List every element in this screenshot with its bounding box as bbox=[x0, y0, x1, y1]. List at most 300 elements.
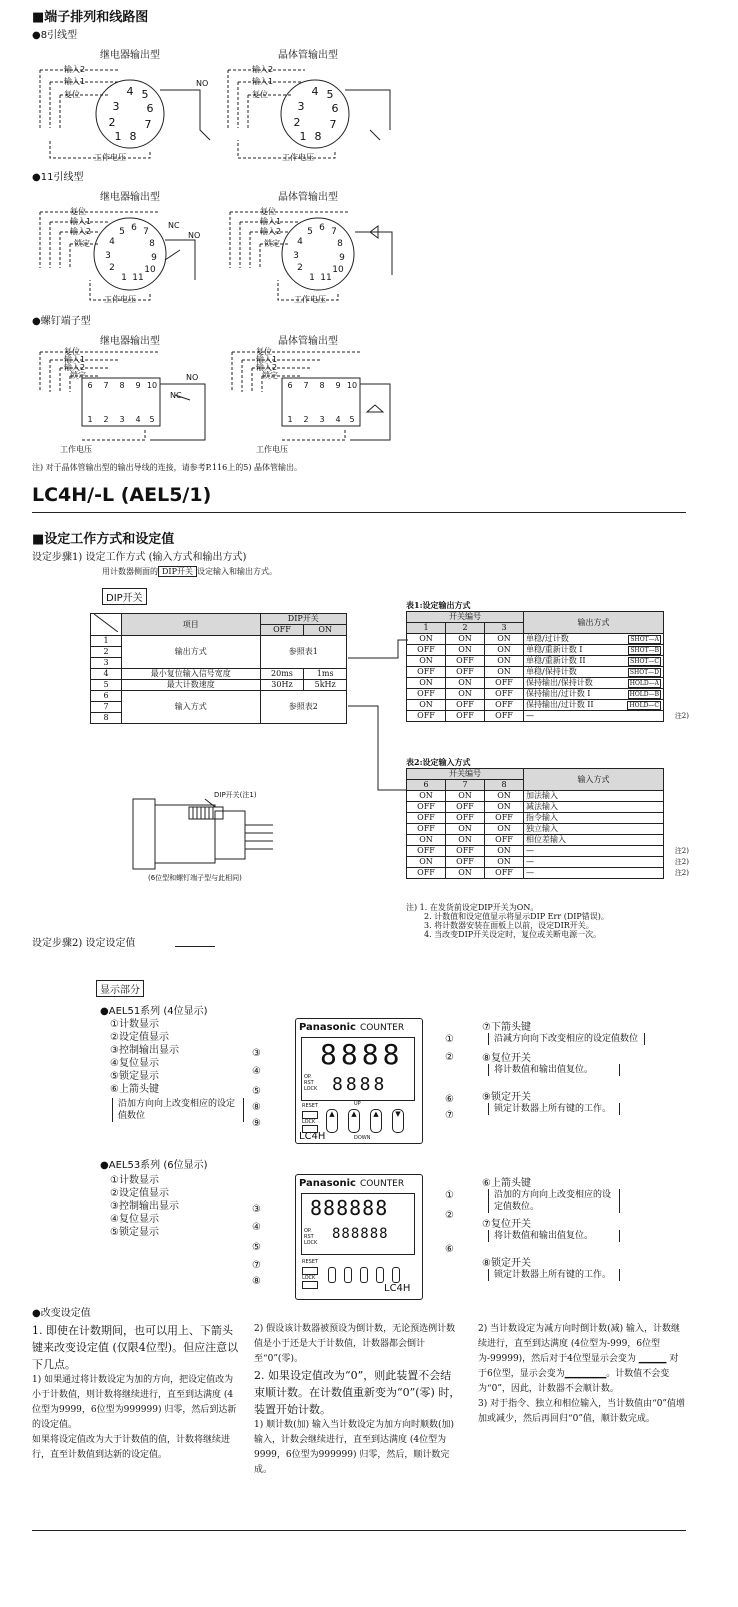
note-line: 3. 将计数器安装在面板上以前，设定DIR开关。 bbox=[424, 921, 594, 930]
pin-label: 5 bbox=[119, 227, 125, 237]
t1-col: 2 bbox=[446, 623, 485, 634]
mode-tag: HOLD—C bbox=[629, 702, 659, 709]
wire-label: 输入1 bbox=[260, 217, 282, 226]
wire-label: 复位 bbox=[64, 90, 80, 99]
callout: ⑦ bbox=[252, 1260, 261, 1271]
table-cell: OFF bbox=[446, 667, 485, 678]
callout: ④ bbox=[252, 1066, 261, 1077]
table-row bbox=[407, 656, 664, 667]
table-row bbox=[407, 791, 664, 802]
pin-label: 2 bbox=[293, 116, 301, 129]
mode-cell bbox=[524, 667, 664, 678]
right-title: ⑧复位开关 bbox=[482, 1053, 531, 1064]
table-cell: ON bbox=[407, 678, 446, 689]
ind-op: OP. bbox=[304, 1228, 312, 1234]
mode-cell bbox=[524, 700, 664, 711]
pin-label: 6 bbox=[146, 102, 154, 115]
ael53-item: ⑤锁定显示 bbox=[110, 1227, 159, 1238]
change-title: ●改变设定值 bbox=[32, 1308, 91, 1319]
mode-text: 保持输出/保持计数 bbox=[526, 678, 593, 687]
terminal-label: 8 bbox=[119, 381, 125, 390]
callout: ⑧ bbox=[252, 1102, 261, 1113]
dip-item: 输入方式 bbox=[122, 691, 261, 724]
label-relay-screw: 继电器输出型 bbox=[100, 336, 160, 347]
wire-label: 输入1 bbox=[70, 217, 92, 226]
pin-label: 2 bbox=[297, 263, 303, 273]
ael53-list bbox=[110, 1174, 179, 1239]
pin-label: 8 bbox=[129, 130, 137, 143]
reset-button[interactable] bbox=[302, 1111, 318, 1119]
ind-rst: RST bbox=[304, 1234, 314, 1240]
right-desc: 将计数值和输出值复位。 bbox=[488, 1230, 620, 1242]
up-arrow-button[interactable] bbox=[376, 1267, 384, 1283]
up-arrow-button[interactable] bbox=[392, 1267, 400, 1283]
table-cell: OFF bbox=[446, 656, 485, 667]
terminal-label: 9 bbox=[135, 381, 141, 390]
table-cell: ON bbox=[446, 824, 485, 835]
wire-label: 输入1 bbox=[256, 355, 278, 364]
counter-side-view bbox=[125, 785, 295, 885]
indicators bbox=[304, 1228, 317, 1246]
table1-title: 表1:设定输出方式 bbox=[406, 600, 471, 610]
pin-label: 7 bbox=[144, 118, 152, 131]
count-display: 8888 bbox=[320, 1038, 404, 1071]
pin-label: 5 bbox=[326, 88, 334, 101]
pin-label: 1 bbox=[114, 130, 122, 143]
wire-label: NC bbox=[168, 221, 180, 230]
right-title: ⑧锁定开关 bbox=[482, 1258, 531, 1269]
pin-label: 10 bbox=[332, 265, 344, 275]
lock-button[interactable] bbox=[302, 1281, 318, 1289]
mode-tag: SHOT—D bbox=[629, 669, 659, 676]
t2-col: 6 bbox=[407, 780, 446, 791]
lcd-panel bbox=[301, 1193, 415, 1255]
table-cell: OFF bbox=[446, 857, 485, 868]
table-cell: ON bbox=[407, 634, 446, 645]
pin-label: 3 bbox=[297, 100, 305, 113]
col2-p3: 1) 顺计数(加) 输入当计数设定为加方向时顺数(加) 输入，计数会继续进行，直至到达满度 (4位型为9999，6位型为999999) 归零，然后，顺计数完成。 bbox=[254, 1420, 455, 1475]
t2-h-mode: 输入方式 bbox=[524, 769, 664, 791]
table-cell: OFF bbox=[407, 824, 446, 835]
wire-label: NO bbox=[188, 231, 201, 240]
wire-label: 输入1 bbox=[252, 77, 274, 86]
table-cell: OFF bbox=[485, 835, 524, 846]
mode-cell bbox=[524, 656, 664, 667]
wire-label: 输入2 bbox=[252, 65, 274, 74]
bottom-rule bbox=[32, 1530, 686, 1531]
row-note: 注2) bbox=[674, 869, 689, 877]
mode-tag: HOLD—B bbox=[629, 691, 659, 698]
dip-h-dip: DIP开关 bbox=[260, 614, 346, 625]
pin-label: 4 bbox=[311, 85, 319, 98]
callout: ② bbox=[445, 1210, 454, 1221]
t1-h-mode: 输出方式 bbox=[524, 612, 664, 634]
model-label: LC4H bbox=[384, 1283, 411, 1294]
pin-label: 9 bbox=[151, 253, 157, 263]
wire-label: 工作电压 bbox=[104, 295, 136, 304]
mode-cell bbox=[524, 802, 664, 813]
ael51-item: ①计数显示 bbox=[110, 1019, 159, 1030]
table-cell: OFF bbox=[485, 689, 524, 700]
pin-label: 7 bbox=[329, 118, 337, 131]
ael51-item: ⑥上箭头键 bbox=[110, 1084, 159, 1095]
pin-label: 9 bbox=[339, 253, 345, 263]
dip-no: 7 bbox=[91, 702, 122, 713]
terminal-label: 9 bbox=[335, 381, 341, 390]
pin-label: 2 bbox=[108, 116, 116, 129]
mode-text: 相位差输入 bbox=[526, 835, 566, 844]
table-cell: ON bbox=[407, 700, 446, 711]
pin-label: 2 bbox=[109, 263, 115, 273]
terminal-label: 5 bbox=[349, 415, 355, 424]
table-cell: OFF bbox=[407, 802, 446, 813]
lock-label: LOCK bbox=[302, 1119, 316, 1125]
dip-no: 1 bbox=[91, 636, 122, 647]
mode-text: — bbox=[526, 868, 534, 877]
mode-text: 单稳/重新计数 I bbox=[526, 645, 583, 654]
wire-label: 锁定 bbox=[74, 239, 90, 248]
change-col1 bbox=[32, 1322, 242, 1463]
mode-text: 减法输入 bbox=[526, 802, 558, 811]
pin-label: 5 bbox=[141, 88, 149, 101]
wire-label: 工作电压 bbox=[94, 153, 126, 162]
pin-label: 3 bbox=[105, 251, 111, 261]
table-row bbox=[407, 802, 664, 813]
table-row bbox=[407, 824, 664, 835]
table-row bbox=[407, 711, 664, 722]
table-cell: OFF bbox=[446, 813, 485, 824]
mode-cell bbox=[524, 868, 689, 879]
mode-text: 独立输入 bbox=[526, 824, 558, 833]
table-connectors bbox=[340, 600, 410, 810]
mode-text: — bbox=[526, 711, 534, 720]
terminal-label: 1 bbox=[287, 415, 293, 424]
ind-lock: LOCK bbox=[304, 1086, 318, 1092]
table-cell: ON bbox=[407, 791, 446, 802]
ind-lock: LOCK bbox=[304, 1240, 318, 1246]
mode-text: 指令输入 bbox=[526, 813, 558, 822]
terminal-label: 6 bbox=[87, 381, 93, 390]
table-cell: ON bbox=[446, 868, 485, 879]
table-cell: ON bbox=[407, 656, 446, 667]
label-relay-11: 继电器输出型 bbox=[100, 192, 160, 203]
wiring-diagrams bbox=[0, 0, 738, 470]
mode-tag: SHOT—A bbox=[630, 636, 659, 643]
pin-label: 1 bbox=[121, 273, 127, 283]
pin-label: 10 bbox=[144, 265, 156, 275]
table-cell: OFF bbox=[446, 846, 485, 857]
terminal-label: 4 bbox=[135, 415, 141, 424]
table-cell: ON bbox=[485, 791, 524, 802]
mode-cell bbox=[524, 813, 664, 824]
wire-label: 复位 bbox=[64, 347, 80, 356]
ind-rst: RST bbox=[304, 1080, 314, 1086]
pin-label: 8 bbox=[149, 239, 155, 249]
table-cell: ON bbox=[485, 634, 524, 645]
wire-label: 复位 bbox=[260, 207, 276, 216]
step1-desc-box: DIP开关 bbox=[158, 566, 197, 577]
right-desc: 锁定计数器上所有键的工作。 bbox=[488, 1269, 620, 1281]
pin-label: 8 bbox=[337, 239, 343, 249]
mode-cell bbox=[524, 689, 664, 700]
up-arrow-button[interactable]: ▲ bbox=[326, 1109, 338, 1133]
table-cell: ON bbox=[485, 667, 524, 678]
t1-h-sw: 开关编号 bbox=[407, 612, 524, 623]
mode-tag: SHOT—B bbox=[630, 647, 659, 654]
dip-off: 参照表1 bbox=[260, 636, 346, 669]
up-arrow-button[interactable] bbox=[344, 1267, 352, 1283]
col3-p2: 3) 对于指令、独立和相位输入，当计数值由“0”值增加或减少，然后再回归“0”值，顺计数完成。 bbox=[478, 1399, 686, 1424]
mode-cell bbox=[524, 824, 664, 835]
mode-cell bbox=[524, 711, 689, 722]
ael53-right-desc bbox=[482, 1174, 672, 1281]
t2-h-sw: 开关编号 bbox=[407, 769, 524, 780]
label-relay-8: 继电器输出型 bbox=[100, 50, 160, 61]
col1-p2: 1) 如果通过将计数设定为加的方向，把设定值改为小于计数值，则计数将继续进行，直至到达满度 (4位型为9999，6位型为999999) 归零，然后到达新的设定值。 bbox=[32, 1375, 237, 1430]
ael51-right-desc bbox=[482, 1018, 672, 1115]
callout: ② bbox=[445, 1052, 454, 1063]
pin-label: 7 bbox=[331, 227, 337, 237]
table-cell: OFF bbox=[485, 711, 524, 722]
ael53-item: ①计数显示 bbox=[110, 1175, 159, 1186]
pin-label: 11 bbox=[132, 273, 144, 283]
down-label: DOWN bbox=[354, 1135, 371, 1141]
terminal-label: 5 bbox=[149, 415, 155, 424]
section-title-terminal: ■端子排列和线路图 bbox=[32, 10, 149, 25]
pin-label: 4 bbox=[297, 237, 303, 247]
callout: ③ bbox=[252, 1204, 261, 1215]
note-line: 注) 1. 在发货前设定DIP开关为ON。 bbox=[406, 903, 539, 912]
reset-button[interactable] bbox=[302, 1267, 318, 1275]
change-col2 bbox=[254, 1322, 462, 1478]
table-row bbox=[407, 813, 664, 824]
terminal-label: 6 bbox=[287, 381, 293, 390]
pin-label: 3 bbox=[112, 100, 120, 113]
wire-label: 复位 bbox=[252, 90, 268, 99]
mode-cell bbox=[524, 791, 664, 802]
pin-label: 1 bbox=[309, 273, 315, 283]
dip-off: 30Hz bbox=[260, 680, 304, 691]
pin-label: 3 bbox=[293, 251, 299, 261]
table-cell: OFF bbox=[407, 645, 446, 656]
wire-label: 复位 bbox=[256, 347, 272, 356]
right-title: ⑨锁定开关 bbox=[482, 1092, 531, 1103]
dip-no: 2 bbox=[91, 647, 122, 658]
table-cell: OFF bbox=[407, 846, 446, 857]
table-cell: OFF bbox=[446, 802, 485, 813]
mode-cell bbox=[524, 846, 689, 857]
table-cell: OFF bbox=[407, 667, 446, 678]
pin-label: 6 bbox=[131, 223, 137, 233]
callout: ⑥ bbox=[445, 1094, 454, 1105]
ael51-item: ③控制输出显示 bbox=[110, 1045, 179, 1056]
mode-tag: SHOT—C bbox=[630, 658, 659, 665]
mode-cell bbox=[524, 857, 689, 868]
callout: ⑥ bbox=[445, 1244, 454, 1255]
terminal-label: 7 bbox=[303, 381, 309, 390]
up-arrow-button[interactable]: ▲ bbox=[348, 1109, 360, 1133]
callout: ⑦ bbox=[445, 1110, 454, 1121]
input-table bbox=[406, 768, 689, 879]
dip-on: 1ms bbox=[304, 669, 347, 680]
table-cell: ON bbox=[446, 634, 485, 645]
brand: Panasonic bbox=[299, 1178, 356, 1189]
pin-label: 8 bbox=[314, 130, 322, 143]
display-title: 显示部分 bbox=[96, 980, 144, 997]
side-caption: (6位型和螺钉端子型与此相同) bbox=[148, 874, 242, 882]
ael53-item: ③控制输出显示 bbox=[110, 1201, 179, 1212]
callout: ⑤ bbox=[252, 1242, 261, 1253]
col1-p3: 如果将设定值改为大于计数值的值，计数将继续进行，直至计数值到达新的设定值。 bbox=[32, 1435, 231, 1460]
wire-label: NO bbox=[186, 373, 199, 382]
table-cell: ON bbox=[446, 791, 485, 802]
t2-col: 7 bbox=[446, 780, 485, 791]
right-title: ⑦复位开关 bbox=[482, 1219, 531, 1230]
ael51-item6-desc: 沿加方向向上改变相应的设定值数位 bbox=[112, 1098, 244, 1122]
pin-label: 5 bbox=[307, 227, 313, 237]
dip-no: 8 bbox=[91, 713, 122, 724]
ael51-item: ④复位显示 bbox=[110, 1058, 159, 1069]
ind-op: OP. bbox=[304, 1074, 312, 1080]
wire-label: 输入2 bbox=[64, 65, 86, 74]
divider bbox=[32, 512, 686, 513]
wire-label: 锁定 bbox=[262, 371, 278, 380]
pin-label: 11 bbox=[320, 273, 332, 283]
table-cell: ON bbox=[485, 857, 524, 868]
up-arrow-button[interactable]: ▲ bbox=[370, 1109, 382, 1133]
table-cell: ON bbox=[407, 835, 446, 846]
ael51-item: ②设定值显示 bbox=[110, 1032, 169, 1043]
pin-label: 4 bbox=[109, 237, 115, 247]
terminal-label: 10 bbox=[346, 381, 358, 390]
note-line: 2. 计数值和设定值显示将显示DIP Err (DIP错误)。 bbox=[424, 912, 609, 921]
right-title: ⑥上箭头键 bbox=[482, 1178, 531, 1189]
mode-cell bbox=[524, 835, 664, 846]
mode-text: — bbox=[526, 846, 534, 855]
wire-label: NC bbox=[170, 391, 182, 400]
output-table bbox=[406, 611, 689, 722]
table-row bbox=[407, 678, 664, 689]
brand: Panasonic bbox=[299, 1022, 356, 1033]
ael53-item: ④复位显示 bbox=[110, 1214, 159, 1225]
pin-label: 7 bbox=[143, 227, 149, 237]
note-line: 4. 当改变DIP开关设定时，复位或关断电源一次。 bbox=[424, 930, 602, 939]
count-display: 888888 bbox=[310, 1196, 389, 1220]
table-cell: OFF bbox=[485, 678, 524, 689]
table-row bbox=[407, 868, 664, 879]
wire-label: 输入2 bbox=[70, 227, 92, 236]
table-row bbox=[407, 689, 664, 700]
up-arrow-button[interactable] bbox=[328, 1267, 336, 1283]
right-desc: 将计数值和输出值复位。 bbox=[488, 1064, 620, 1076]
terminal-label: 3 bbox=[319, 415, 325, 424]
mode-text: 加法输入 bbox=[526, 791, 558, 800]
down-arrow-button[interactable]: ▼ bbox=[392, 1109, 404, 1133]
ael53-item: ②设定值显示 bbox=[110, 1188, 169, 1199]
table-cell: ON bbox=[446, 645, 485, 656]
pin-label: 4 bbox=[126, 85, 134, 98]
wire-label: 输入2 bbox=[260, 227, 282, 236]
wire-label: 输入2 bbox=[256, 363, 278, 372]
mode-text: 保持输出/过计数 II bbox=[526, 700, 594, 709]
table-row bbox=[407, 667, 664, 678]
t2-col: 8 bbox=[485, 780, 524, 791]
wire-label: 输入1 bbox=[64, 77, 86, 86]
terminal-label: 1 bbox=[87, 415, 93, 424]
pin-label: 6 bbox=[331, 102, 339, 115]
table-cell: ON bbox=[407, 857, 446, 868]
up-label: UP bbox=[354, 1101, 361, 1107]
ael51-item: ⑤锁定显示 bbox=[110, 1071, 159, 1082]
right-desc: 锁定计数器上所有键的工作。 bbox=[488, 1103, 620, 1115]
note-transistor: 注) 对于晶体管输出型的输出导线的连接，请参考P.116上的5) 晶体管输出。 bbox=[32, 463, 302, 472]
wire-label: 锁定 bbox=[264, 239, 280, 248]
right-desc: 沿加的方向向上改变相应的设定值数位。 bbox=[488, 1189, 620, 1213]
wire-label: 工作电压 bbox=[256, 445, 288, 454]
label-transistor-8: 晶体管输出型 bbox=[278, 50, 338, 61]
wire-label: 工作电压 bbox=[60, 445, 92, 454]
mode-text: 保持输出/过计数 I bbox=[526, 689, 591, 698]
callout: ③ bbox=[252, 1048, 261, 1059]
indicators bbox=[304, 1074, 317, 1092]
right-title: ⑦下箭头键 bbox=[482, 1022, 531, 1033]
dip-on: 5kHz bbox=[304, 680, 347, 691]
step2-line bbox=[175, 946, 215, 947]
step1-label: 设定步骤1) 设定工作方式 (输入方式和输出方式) bbox=[32, 552, 247, 563]
setting-display: 8888 bbox=[332, 1074, 388, 1095]
callout: ① bbox=[445, 1190, 454, 1201]
col1-p1: 1. 即使在计数期间，也可以用上、下箭头键来改变设定值 (仅限4位型)。但应注意以下几点。 bbox=[32, 1324, 239, 1371]
table-row bbox=[407, 634, 664, 645]
table-row bbox=[407, 645, 664, 656]
row-note: 注2) bbox=[674, 712, 689, 720]
step1-desc bbox=[102, 566, 277, 577]
dip-no: 3 bbox=[91, 658, 122, 669]
terminal-label: 2 bbox=[303, 415, 309, 424]
dip-off: 20ms bbox=[260, 669, 304, 680]
pin-label: 1 bbox=[299, 130, 307, 143]
reset-label: RESET bbox=[302, 1103, 319, 1109]
table-cell: ON bbox=[485, 656, 524, 667]
counter-label: COUNTER bbox=[360, 1023, 405, 1033]
dip-h-item: 项目 bbox=[122, 614, 261, 636]
mode-cell bbox=[524, 634, 664, 645]
pin-label: 6 bbox=[319, 223, 325, 233]
table-cell: ON bbox=[485, 846, 524, 857]
table-cell: ON bbox=[446, 678, 485, 689]
lock-label: LOCK bbox=[302, 1275, 316, 1281]
mode-text: 单稳/重新计数 II bbox=[526, 656, 586, 665]
up-arrow-button[interactable] bbox=[360, 1267, 368, 1283]
wire-label: 输入2 bbox=[64, 363, 86, 372]
label-transistor-11: 晶体管输出型 bbox=[278, 192, 338, 203]
dip-item: 输出方式 bbox=[122, 636, 261, 669]
table-cell: OFF bbox=[485, 813, 524, 824]
table-row bbox=[407, 835, 664, 846]
lcd-panel bbox=[301, 1037, 415, 1101]
row-note: 注2) bbox=[674, 847, 689, 855]
table-row bbox=[407, 700, 664, 711]
mode-cell bbox=[524, 645, 664, 656]
model-title: LC4H/-L (AEL5/1) bbox=[32, 484, 212, 506]
col3-p1: 2) 当计数设定为减方向时倒计数(减) 输入，计数继续进行，直至到达满度 (4位型为-999，6位型为-99999)，然后对于4位型显示会变为 ▁▁▁▁ 对于6位型，显示会变为▁▁▁▁▁▁。计数值不会变为“0”，因此，计数器不会顺计数。 bbox=[478, 1324, 680, 1394]
dip-table bbox=[90, 613, 347, 724]
counter-label: COUNTER bbox=[360, 1179, 405, 1189]
table-cell: OFF bbox=[407, 711, 446, 722]
ael51-title: ●AEL51系列 (4位显示) bbox=[100, 1006, 208, 1017]
terminal-label: 8 bbox=[319, 381, 325, 390]
table-cell: OFF bbox=[407, 868, 446, 879]
